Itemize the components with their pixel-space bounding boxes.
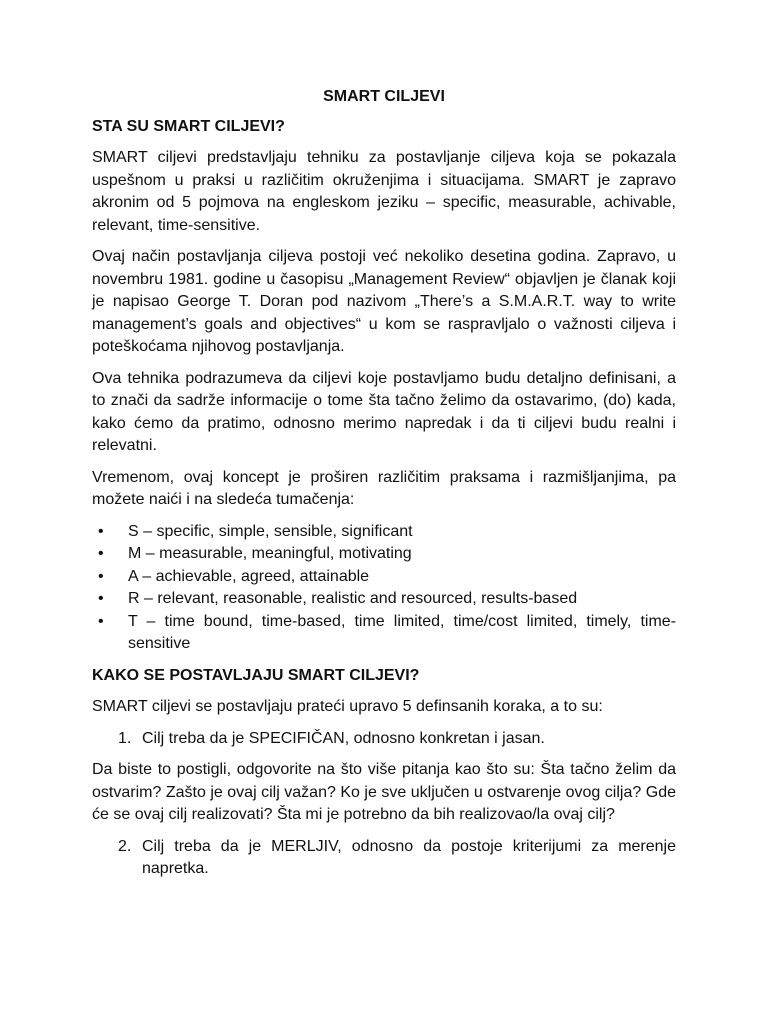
step-text: Cilj treba da je MERLJIV, odnosno da postoje kriterijumi za merenje napretka. <box>142 837 676 877</box>
section-heading-how-to-set: KAKO SE POSTAVLJAJU SMART CILJEVI? <box>92 666 420 684</box>
list-item-text: T – time bound, time-based, time limited, time/cost limited, timely, time-sensitive <box>128 612 676 652</box>
paragraph-intro: SMART ciljevi predstavljaju tehniku za postavljanje ciljeva koja se pokazala uspešnom u praksi u različitim okruženjima i situacijama. SMART je zapravo akronim od 5 pojmova na engleskom jeziku – specific, measurable, achivable, relevant, time-sensitive. <box>92 149 676 234</box>
list-item <box>98 588 676 611</box>
list-item <box>98 521 676 544</box>
paragraph-steps-intro: SMART ciljevi se postavljaju prateći upravo 5 definsanih koraka, a to su: <box>92 698 603 715</box>
list-item <box>98 543 676 566</box>
step-text: Cilj treba da je SPECIFIČAN, odnosno konkretan i jasan. <box>142 729 545 747</box>
list-item-text: A – achievable, agreed, attainable <box>128 567 370 585</box>
list-item-text: M – measurable, meaningful, motivating <box>128 545 412 562</box>
list-item <box>98 566 676 589</box>
numbered-step-1 <box>92 728 676 751</box>
paragraph-specific-questions: Da biste to postigli, odgovorite na što više pitanja kao što su: Šta tačno želim da ostvarim? Zašto je ovaj cilj važan? Ko je sve uključen u ostvarenje ovog cilja? Gde će se ovaj cilj realizovati? Šta mi je potrebno da bih realizovao/la ovaj cilj? <box>92 761 676 823</box>
numbered-step-2 <box>92 836 676 881</box>
step-number: 2. <box>118 837 132 855</box>
bullet-icon: • <box>98 590 104 607</box>
paragraph-interpretations: Vremenom, ovaj koncept je proširen različitim praksama i razmišljanjima, pa možete naići i na sledeća tumačenja: <box>92 468 676 508</box>
bullet-icon: • <box>98 612 104 630</box>
paragraph-history: Ovaj način postavljanja ciljeva postoji već nekoliko desetina godina. Zapravo, u novembru 1981. godine u časopisu „Management Review“ objavljen je članak koji je napisao George T. Doran pod nazivom „There’s a S.M.A.R.T. way to write management’s goals and objectives“ u kom se raspravljalo o važnosti ciljeva i poteškoćama njihovog postavljanja. <box>92 248 676 355</box>
bullet-icon: • <box>98 522 104 540</box>
bullet-icon: • <box>98 545 104 562</box>
paragraph-technique: Ova tehnika podrazumeva da ciljevi koje postavljamo budu detaljno definisani, a to znači da sadrže informacije o tome šta tačno želimo da ostavarimo, (do) kada, kako ćemo da pratimo, odnosno merimo napredak i da ti ciljevi budu realni i relevatni. <box>92 369 676 454</box>
smart-bullet-list <box>92 521 676 656</box>
bullet-icon: • <box>98 567 104 585</box>
list-item-text: S – specific, simple, sensible, significant <box>128 522 413 540</box>
step-number: 1. <box>118 729 132 747</box>
list-item-text: R – relevant, reasonable, realistic and resourced, results-based <box>128 590 578 607</box>
document-title: SMART CILJEVI <box>323 88 445 105</box>
list-item <box>98 611 676 656</box>
section-heading-what-are: STA SU SMART CILJEVI? <box>92 117 285 135</box>
